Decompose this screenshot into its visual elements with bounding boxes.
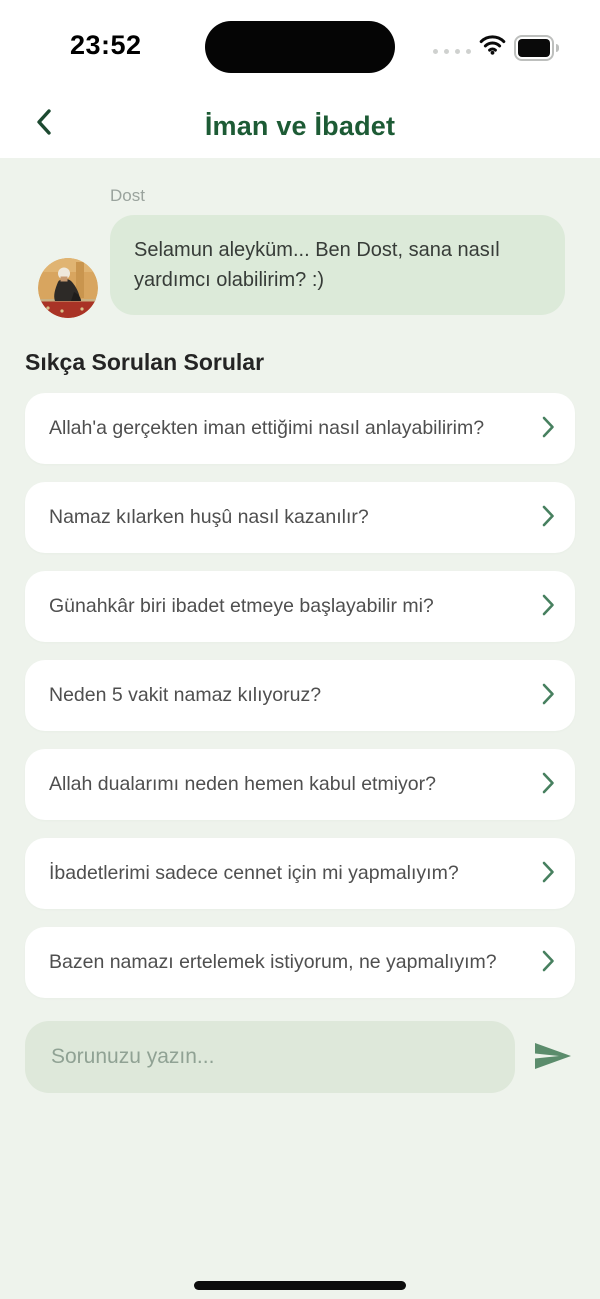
chevron-right-icon xyxy=(542,683,555,708)
faq-question-text: Allah dualarımı neden hemen kabul etmiyor? xyxy=(49,773,436,795)
assistant-message-bubble: Selamun aleyküm... Ben Dost, sana nasıl yardımcı olabilirim? :) xyxy=(110,215,565,315)
question-input[interactable] xyxy=(25,1021,515,1093)
avatar xyxy=(38,258,98,318)
faq-item[interactable] xyxy=(25,838,575,909)
faq-question-text: Allah'a gerçekten iman ettiğimi nasıl anlayabilirim? xyxy=(49,417,485,439)
home-indicator[interactable] xyxy=(194,1281,406,1290)
dynamic-island xyxy=(205,21,395,73)
send-icon xyxy=(533,1040,573,1075)
page-title: İman ve İbadet xyxy=(204,111,396,141)
faq-list xyxy=(25,393,575,998)
faq-item[interactable] xyxy=(25,482,575,553)
faq-item[interactable] xyxy=(25,660,575,731)
top-bar xyxy=(0,0,600,158)
send-button[interactable] xyxy=(531,1035,575,1079)
cellular-signal-icon xyxy=(433,49,471,54)
chevron-right-icon xyxy=(542,950,555,975)
status-icons xyxy=(433,0,556,95)
navigation-bar xyxy=(0,95,600,158)
faq-question-text: Neden 5 vakit namaz kılıyoruz? xyxy=(49,684,322,706)
battery-icon xyxy=(514,35,556,61)
sender-name: Dost xyxy=(110,186,145,205)
faq-heading: Sıkça Sorulan Sorular xyxy=(25,349,265,375)
back-button[interactable] xyxy=(22,101,66,145)
message-composer xyxy=(25,1021,575,1093)
chevron-right-icon xyxy=(542,505,555,530)
faq-question-text: Günahkâr biri ibadet etmeye başlayabilir mi? xyxy=(49,595,434,617)
chevron-left-icon xyxy=(33,107,55,140)
chevron-right-icon xyxy=(542,772,555,797)
chevron-right-icon xyxy=(542,594,555,619)
faq-question-text: Bazen namazı ertelemek istiyorum, ne yapmalıyım? xyxy=(49,951,497,973)
faq-question-text: İbadetlerimi sadece cennet için mi yapmalıyım? xyxy=(49,862,459,884)
wifi-icon xyxy=(479,35,506,60)
chevron-right-icon xyxy=(542,416,555,441)
faq-item[interactable] xyxy=(25,927,575,998)
status-bar xyxy=(0,0,600,95)
faq-item[interactable] xyxy=(25,393,575,464)
faq-question-text: Namaz kılarken huşû nasıl kazanılır? xyxy=(49,506,369,528)
status-time: 23:52 xyxy=(70,30,142,60)
faq-item[interactable] xyxy=(25,571,575,642)
faq-item[interactable] xyxy=(25,749,575,820)
message-row xyxy=(110,215,565,315)
chevron-right-icon xyxy=(542,861,555,886)
chat-screen xyxy=(0,158,600,1093)
